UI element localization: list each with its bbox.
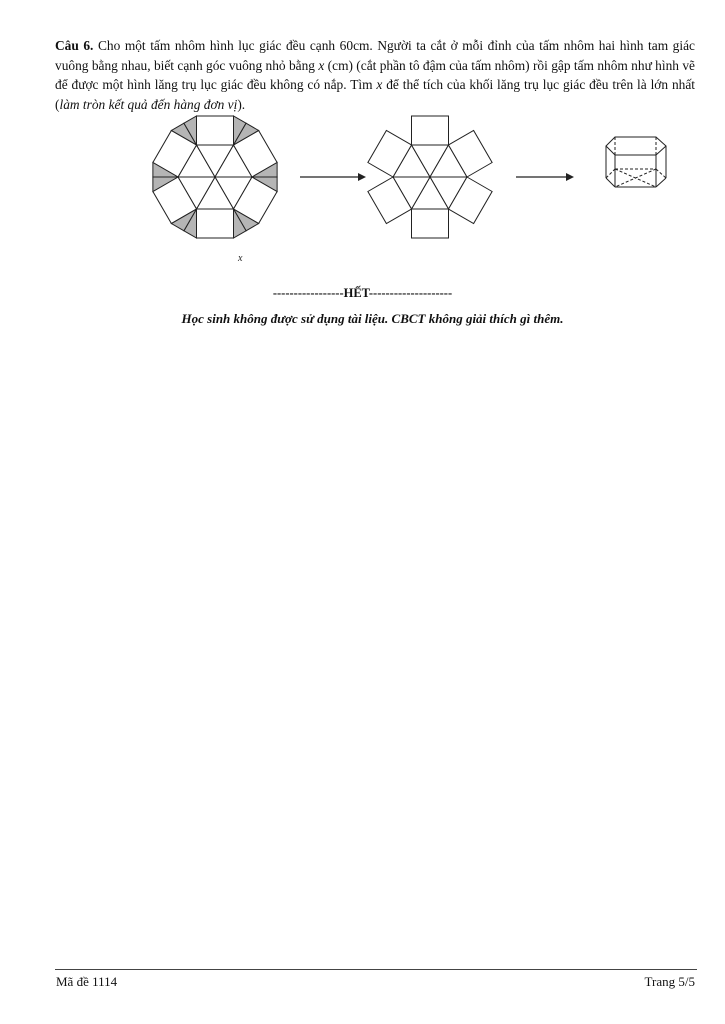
question-number: Câu 6. — [55, 38, 94, 53]
lateral-face — [197, 209, 234, 238]
lateral-face — [412, 209, 449, 238]
variable-x-2: x — [376, 77, 383, 92]
prism-bottom-edge — [656, 178, 666, 187]
exam-note: Học sinh không được sử dụng tài liệu. CBCT không giải thích gì thêm. — [181, 311, 564, 326]
lateral-face — [412, 116, 449, 145]
footer-divider — [55, 969, 697, 970]
prism-hidden-edge — [606, 169, 615, 178]
end-marker: -----------------HẾT-------------------- — [272, 286, 453, 300]
page-number: Trang 5/5 — [644, 974, 695, 989]
question-text-5: ). — [237, 96, 246, 112]
question-text-1: Cho một tấm nhôm hình lục giác đều cạnh — [93, 38, 340, 53]
arrow-2-head — [566, 173, 574, 181]
x-label: x — [238, 253, 243, 264]
hexagonal-prism-icon — [606, 137, 666, 187]
question-text-3: (cm) (cắt phần tô đậm của tấm nhôm) rồi gập tấm nhôm như hình vẽ để được một hình lăng trụ lục giác đều không có nắp. Tìm — [55, 57, 695, 92]
question-6 — [55, 36, 695, 114]
hexagon-side-length: 60cm — [339, 38, 370, 53]
question-text-2: . Người ta cắt ở mỗi đỉnh của tấm nhôm hai hình tam giác vuông bằng nhau, biết cạnh góc vuông nhỏ bằng — [55, 38, 695, 73]
hexagon-sheet-with-cuts — [153, 116, 277, 238]
prism-bottom-edge — [606, 178, 615, 187]
question-text-4: để thể tích của khối lăng trụ lục giác đều trên là lớn nhất ( — [55, 77, 695, 112]
prism-hidden-edge — [656, 169, 666, 178]
folding-figure — [140, 110, 700, 270]
variable-x: x — [318, 57, 325, 73]
arrow-1-head — [358, 173, 366, 181]
net-after-cutting — [368, 116, 492, 238]
exam-code: Mã đề 1114 — [56, 974, 118, 989]
lateral-face — [197, 116, 234, 145]
rounding-note: làm tròn kết quả đến hàng đơn vị — [59, 96, 238, 112]
